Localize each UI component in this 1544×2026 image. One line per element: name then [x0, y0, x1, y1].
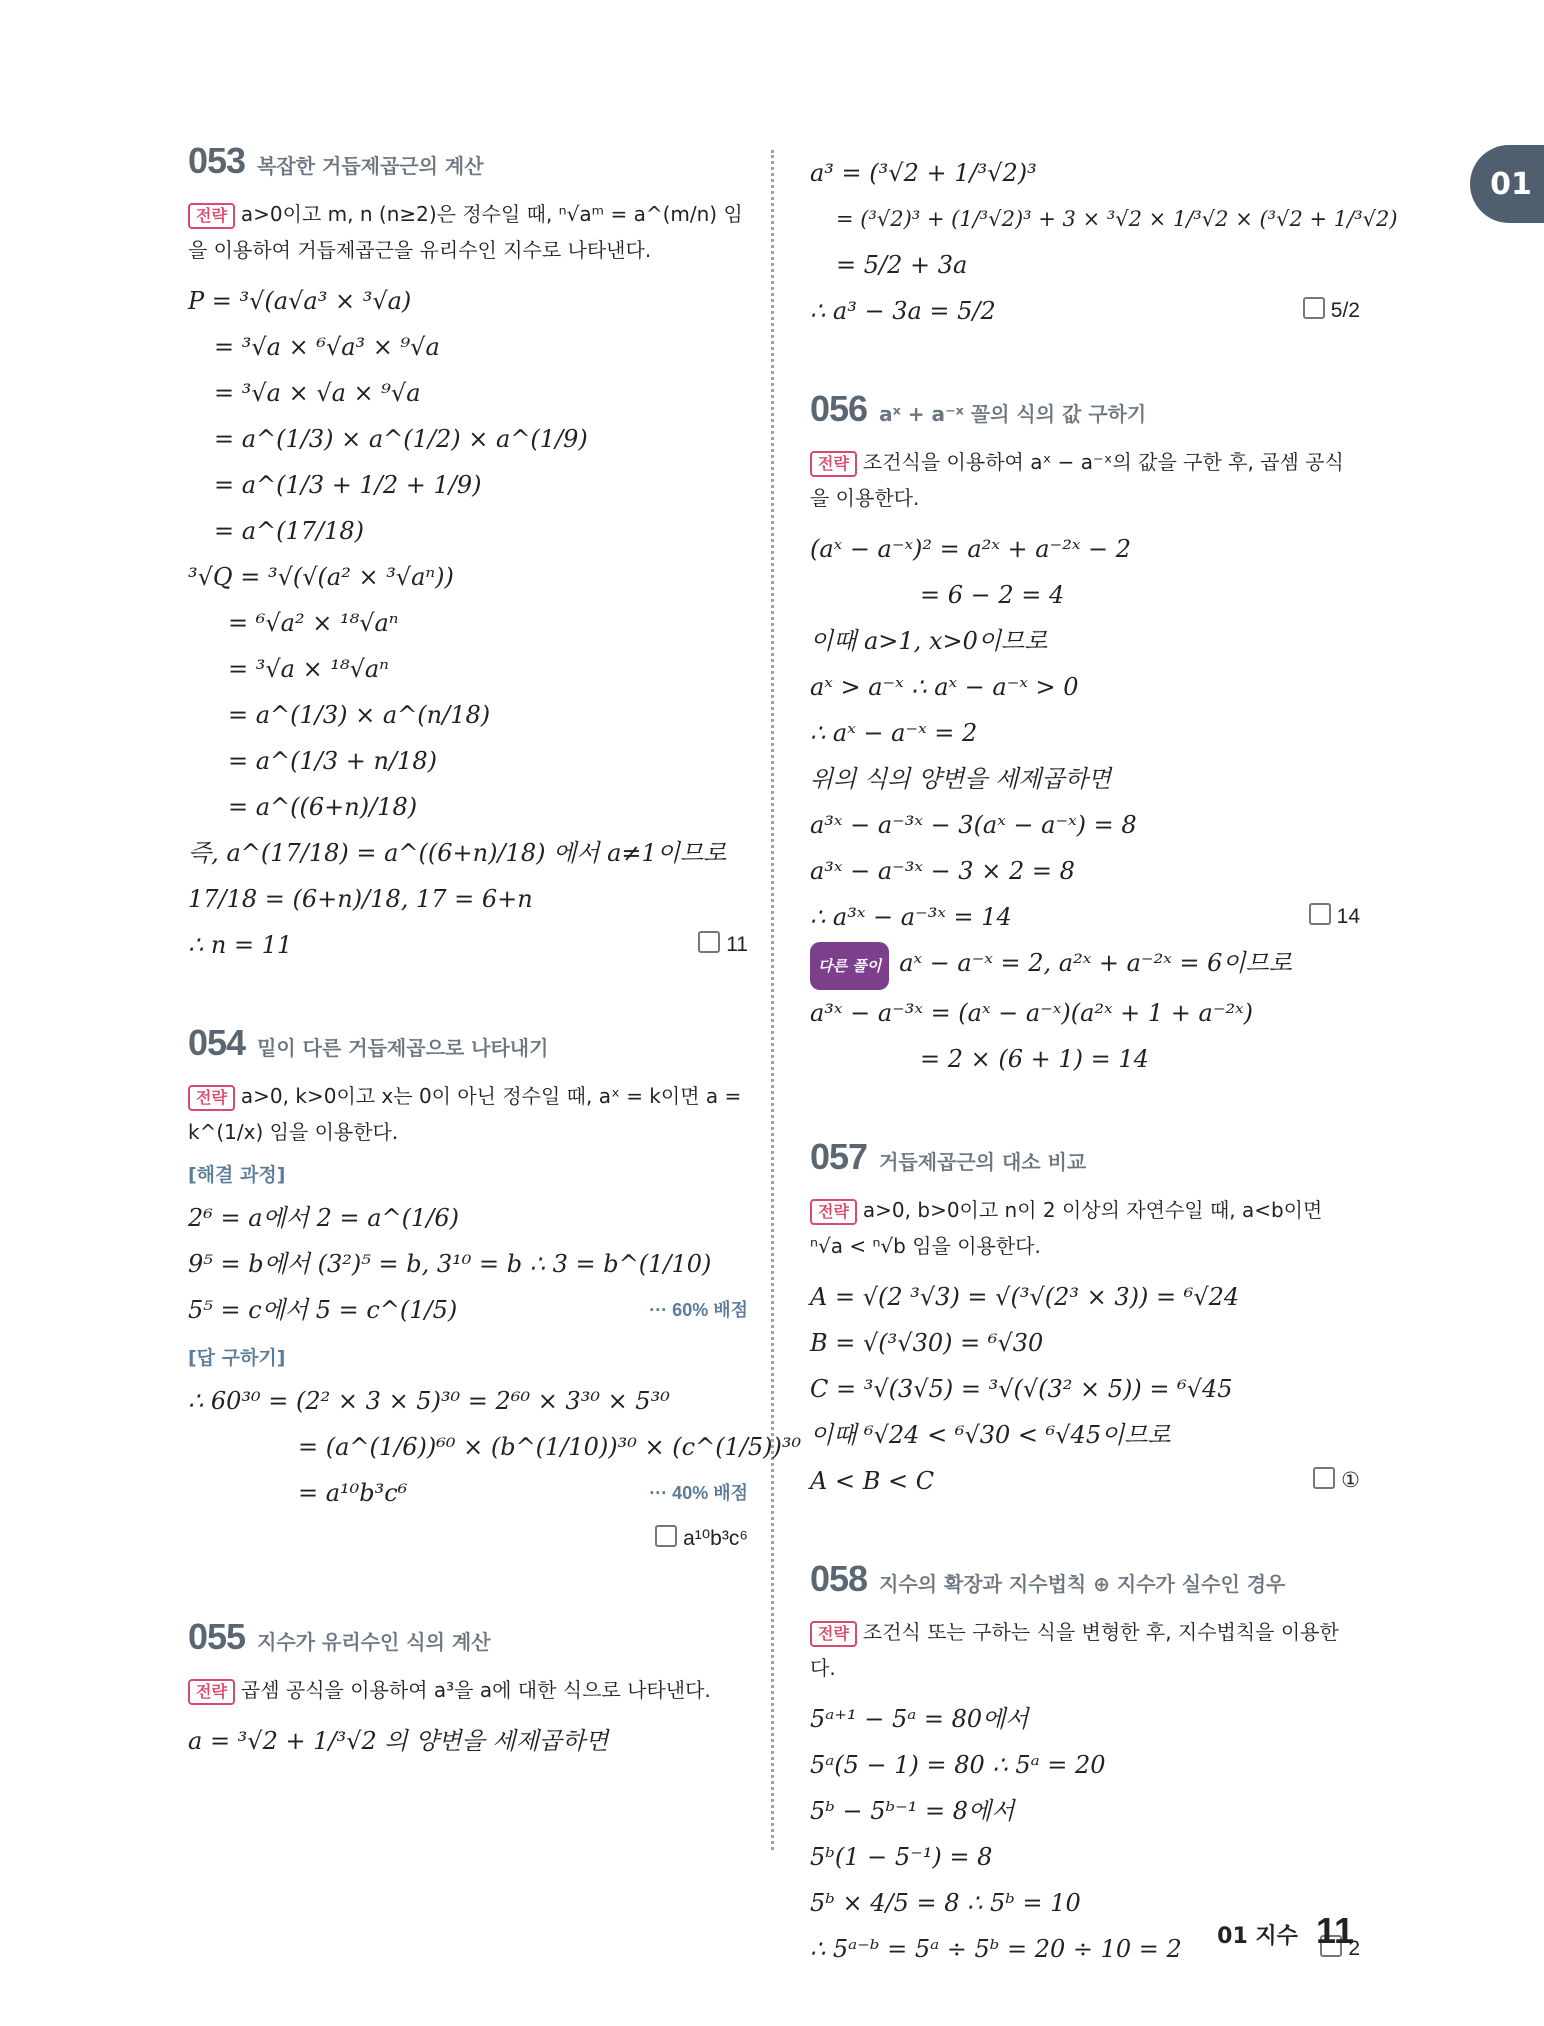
math-line: = (³√2)³ + (1/³√2)³ + 3 × ³√2 × 1/³√2 × (³√2 + 1/³√2)	[836, 207, 1398, 231]
math-line: 2⁶ = a에서 2 = a^(1/6)	[188, 1204, 459, 1232]
math-line: 5ᵇ − 5ᵇ⁻¹ = 8에서	[810, 1797, 1015, 1825]
math-line: a³ = (³√2 + 1/³√2)³	[810, 159, 1037, 187]
math-line: A < B < C ①	[810, 1458, 1360, 1504]
math-line: ∴ a³ˣ − a⁻³ˣ = 14 14	[810, 894, 1360, 940]
strategy: 전략 조건식 또는 구하는 식을 변형한 후, 지수법칙을 이용한다.	[810, 1620, 1339, 1680]
math-line: = a^(17/18)	[214, 517, 365, 545]
answer: a¹⁰b³c⁶	[655, 1516, 748, 1562]
column-divider	[771, 150, 774, 1850]
math-line: P = ³√(a√a³ × ³√a)	[188, 287, 412, 315]
math-line: 17/18 = (6+n)/18, 17 = 6+n	[188, 885, 533, 913]
math-line: ∴ a³ − 3a = 5/2 5/2	[810, 288, 1360, 334]
math-line: 위의 식의 양변을 세제곱하면	[810, 765, 1112, 793]
problem-title: 밑이 다른 거듭제곱으로 나타내기	[257, 1036, 549, 1060]
math-line: aˣ > a⁻ˣ ∴ aˣ − a⁻ˣ > 0	[810, 673, 1079, 701]
strategy-badge: 전략	[810, 451, 857, 477]
chapter-name: 01 지수	[1217, 1924, 1298, 1949]
strategy: 전략 a>0이고 m, n (n≥2)은 정수일 때, ⁿ√aᵐ = a^(m/n) 임을 이용하여 거듭제곱근을 유리수인 지수로 나타낸다.	[188, 202, 743, 262]
answer: 14	[1309, 894, 1360, 940]
alt-solution-badge: 다른 풀이	[810, 942, 889, 990]
math-line: ∴ n = 11 11	[188, 922, 748, 968]
answer: 2	[1320, 1926, 1360, 1972]
math-line	[188, 1516, 748, 1562]
math-line: ∴ 5ᵃ⁻ᵇ = 5ᵃ ÷ 5ᵇ = 20 ÷ 10 = 2 2	[810, 1926, 1360, 1972]
problem-055-continued	[810, 150, 1398, 334]
math-line: = ³√a × √a × ⁹√a	[214, 379, 421, 407]
answer-icon	[655, 1525, 677, 1547]
math-line: a³ˣ − a⁻³ˣ = (aˣ − a⁻ˣ)(a²ˣ + 1 + a⁻²ˣ)	[810, 999, 1254, 1027]
answer-icon	[1309, 903, 1331, 925]
answer: 5/2	[1303, 288, 1360, 334]
math-line: 다른 풀이 aˣ − a⁻ˣ = 2, a²ˣ + a⁻²ˣ = 6이므로	[810, 940, 1360, 990]
problem-053	[188, 140, 748, 968]
math-line: = ⁶√a² × ¹⁸√aⁿ	[228, 609, 399, 637]
math-line: a³ˣ − a⁻³ˣ − 3 × 2 = 8	[810, 857, 1075, 885]
strategy-badge: 전략	[810, 1621, 857, 1647]
math-line: = 5/2 + 3a	[836, 251, 968, 279]
strategy: 전략 a>0, b>0이고 n이 2 이상의 자연수일 때, a<b이면 ⁿ√a < ⁿ√b 임을 이용한다.	[810, 1198, 1323, 1258]
problem-number: 057	[810, 1136, 868, 1177]
answer-icon	[1313, 1467, 1335, 1489]
problem-055	[188, 1616, 748, 1764]
math-line: 5ᵃ(5 − 1) = 80 ∴ 5ᵃ = 20	[810, 1751, 1106, 1779]
step-heading: [답 구하기]	[188, 1347, 286, 1369]
strategy: 전략 곱셈 공식을 이용하여 a³을 a에 대한 식으로 나타낸다.	[188, 1672, 748, 1708]
math-line: 즉, a^(17/18) = a^((6+n)/18) 에서 a≠1이므로	[188, 839, 727, 867]
problem-title: aˣ + a⁻ˣ 꼴의 식의 값 구하기	[879, 402, 1147, 426]
math-line: = 2 × (6 + 1) = 14	[920, 1045, 1149, 1073]
problem-title: 지수의 확장과 지수법칙 ⊕ 지수가 실수인 경우	[879, 1572, 1286, 1596]
math-line: (aˣ − a⁻ˣ)² = a²ˣ + a⁻²ˣ − 2	[810, 535, 1131, 563]
strategy-badge: 전략	[188, 1679, 235, 1705]
answer-icon	[698, 931, 720, 953]
math-line: ∴ aˣ − a⁻ˣ = 2	[810, 719, 978, 747]
problem-title: 지수가 유리수인 식의 계산	[257, 1630, 491, 1654]
math-line: = a^(1/3) × a^(n/18)	[228, 701, 491, 729]
answer: ①	[1313, 1458, 1360, 1504]
problem-number: 056	[810, 388, 868, 429]
strategy-badge: 전략	[810, 1199, 857, 1225]
math-line: = a^(1/3 + 1/2 + 1/9)	[214, 471, 482, 499]
chapter-tab: 01	[1470, 145, 1544, 223]
math-line: ∴ 60³⁰ = (2² × 3 × 5)³⁰ = 2⁶⁰ × 3³⁰ × 5³⁰	[188, 1387, 670, 1415]
math-line: = a¹⁰b³c⁶ ··· 40% 배점	[188, 1470, 748, 1516]
score-note: ··· 60% 배점	[649, 1300, 748, 1320]
problem-title: 거듭제곱근의 대소 비교	[879, 1150, 1087, 1174]
math-line: = ³√a × ¹⁸√aⁿ	[228, 655, 389, 683]
score-note: ··· 40% 배점	[649, 1483, 748, 1503]
math-line: = (a^(1/6))⁶⁰ × (b^(1/10))³⁰ × (c^(1/5))³⁰	[298, 1433, 802, 1461]
strategy: 전략 a>0, k>0이고 x는 0이 아닌 정수일 때, aˣ = k이면 a = k^(1/x) 임을 이용한다.	[188, 1084, 742, 1144]
math-line: C = ³√(3√5) = ³√(√(3² × 5)) = ⁶√45	[810, 1375, 1233, 1403]
strategy-badge: 전략	[188, 1085, 235, 1111]
page-footer	[1217, 1910, 1354, 1952]
math-line: = a^(1/3) × a^(1/2) × a^(1/9)	[214, 425, 588, 453]
problem-057	[810, 1136, 1360, 1504]
problem-title: 복잡한 거듭제곱근의 계산	[257, 154, 484, 178]
page-number: 11	[1315, 1910, 1354, 1951]
math-line: a = ³√2 + 1/³√2 의 양변을 세제곱하면	[188, 1727, 609, 1755]
math-line: 5⁵ = c에서 5 = c^(1/5) ··· 60% 배점	[188, 1287, 748, 1333]
problem-054	[188, 1022, 802, 1562]
math-line: ³√Q = ³√(√(a² × ³√aⁿ))	[188, 563, 454, 591]
step-heading: [해결 과정]	[188, 1164, 286, 1186]
math-line: 이때 a>1, x>0이므로	[810, 627, 1048, 655]
math-line: 5ᵇ × 4/5 = 8 ∴ 5ᵇ = 10	[810, 1889, 1081, 1917]
problem-number: 054	[188, 1022, 246, 1063]
math-line: = ³√a × ⁶√a³ × ⁹√a	[214, 333, 440, 361]
math-line: B = √(³√30) = ⁶√30	[810, 1329, 1044, 1357]
problem-number: 053	[188, 140, 246, 181]
math-line: 이때 ⁶√24 < ⁶√30 < ⁶√45이므로	[810, 1421, 1171, 1449]
problem-number: 058	[810, 1558, 868, 1599]
math-line: = a^(1/3 + n/18)	[228, 747, 437, 775]
answer: 11	[698, 922, 748, 968]
problem-056	[810, 388, 1360, 1082]
math-line: = a^((6+n)/18)	[228, 793, 418, 821]
problem-number: 055	[188, 1616, 246, 1657]
strategy: 전략 조건식을 이용하여 aˣ − a⁻ˣ의 값을 구한 후, 곱셈 공식을 이용한다.	[810, 450, 1344, 510]
math-line: 5ᵇ(1 − 5⁻¹) = 8	[810, 1843, 993, 1871]
math-line: 9⁵ = b에서 (3²)⁵ = b, 3¹⁰ = b ∴ 3 = b^(1/10)	[188, 1250, 712, 1278]
right-column	[810, 150, 1398, 2026]
answer-icon	[1303, 297, 1325, 319]
left-column	[188, 140, 802, 1818]
math-line: = 6 − 2 = 4	[920, 581, 1065, 609]
strategy-badge: 전략	[188, 203, 235, 229]
math-line: a³ˣ − a⁻³ˣ − 3(aˣ − a⁻ˣ) = 8	[810, 811, 1137, 839]
math-line: 5ᵃ⁺¹ − 5ᵃ = 80에서	[810, 1705, 1029, 1733]
math-line: A = √(2 ³√3) = √(³√(2³ × 3)) = ⁶√24	[810, 1283, 1240, 1311]
